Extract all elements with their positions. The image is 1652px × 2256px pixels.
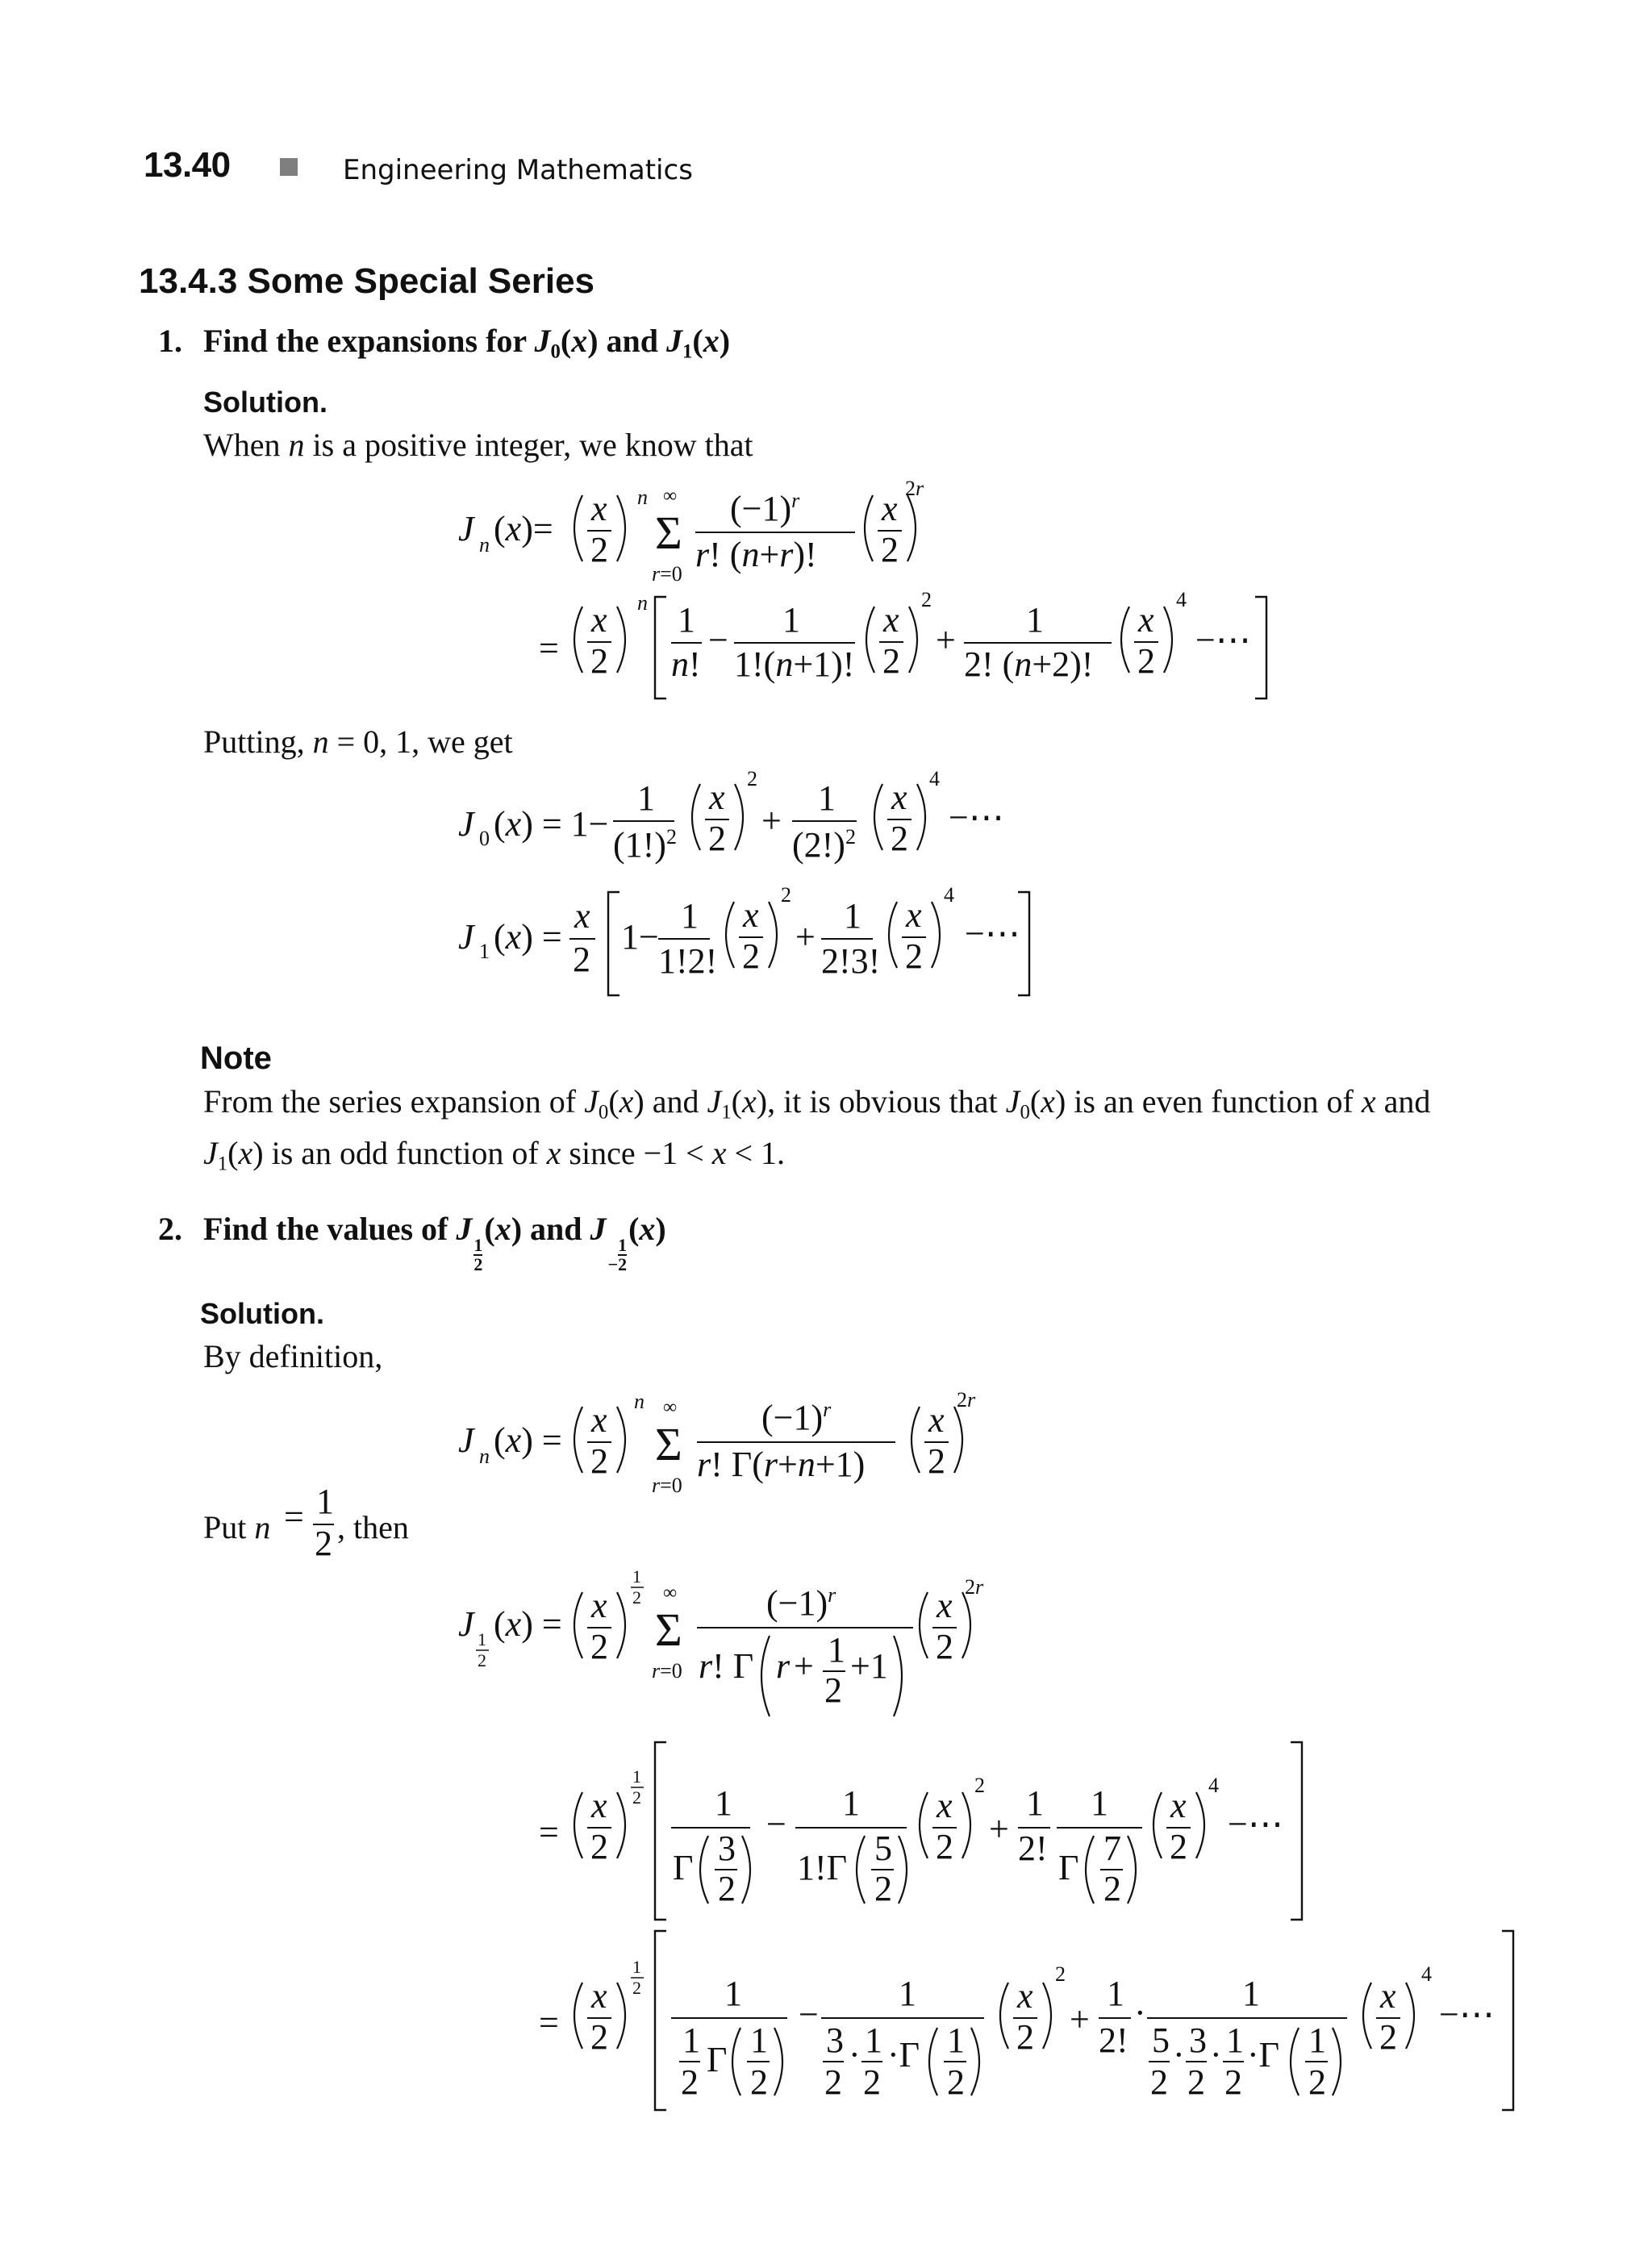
svg-text:2: 2 [632, 1787, 641, 1808]
svg-text:Σ: Σ [655, 1603, 682, 1656]
svg-text:x: x [1170, 1786, 1187, 1825]
svg-text:1: 1 [478, 1629, 486, 1649]
svg-text:2: 2 [742, 936, 760, 976]
section-heading: 13.4.3 Some Special Series [139, 261, 595, 301]
svg-text:+: + [761, 801, 782, 840]
equation-j1-expansion [458, 883, 1029, 995]
svg-text:=: = [539, 1812, 559, 1852]
problem-2-title: Find the values of J $\frac{1}{2}$ (x) and J− $\frac{1}{2}$ (x) [203, 1211, 666, 1274]
svg-text:x: x [891, 778, 907, 817]
svg-text:2: 2 [632, 1587, 641, 1608]
svg-text:−⋯: −⋯ [1195, 620, 1251, 660]
svg-text:2: 2 [1150, 2062, 1168, 2102]
svg-text:4: 4 [1176, 588, 1187, 611]
svg-text:2: 2 [863, 2062, 881, 2102]
svg-text:2: 2 [936, 1827, 953, 1866]
svg-text:2: 2 [590, 641, 608, 681]
book-title: Engineering Mathematics [343, 154, 693, 186]
svg-text:x: x [709, 778, 725, 817]
svg-text:1: 1 [1226, 2020, 1244, 2060]
svg-text:(x) =: (x) = [494, 1604, 562, 1644]
svg-text:1: 1 [1308, 2020, 1326, 2060]
svg-text:4: 4 [1208, 1774, 1219, 1797]
svg-text:x: x [574, 896, 590, 936]
svg-text:1: 1 [681, 896, 699, 936]
svg-text:2!3!: 2!3! [821, 941, 881, 981]
problem-2-then: , then [337, 1509, 409, 1545]
svg-text:2!: 2! [1018, 1829, 1048, 1868]
svg-text:2: 2 [1137, 641, 1155, 681]
problem-2-put-line [203, 1503, 270, 1552]
svg-text:2r: 2r [965, 1575, 984, 1599]
svg-text:·: · [1173, 2035, 1185, 2075]
svg-text:2! (n+2)!: 2! (n+2)! [964, 644, 1094, 684]
svg-text:2: 2 [1379, 2017, 1397, 2057]
svg-text:1: 1 [865, 2020, 882, 2060]
svg-text:x: x [591, 1586, 607, 1625]
equation-j0-expansion [458, 767, 1004, 865]
svg-text:1: 1 [678, 600, 695, 640]
svg-text:−: − [799, 1995, 819, 2034]
svg-text:2: 2 [573, 940, 590, 979]
svg-text:(−1)r: $(-1)^r$ [730, 489, 800, 528]
svg-text:1: 1 [479, 940, 490, 963]
svg-text:2r: 2r [957, 1388, 976, 1412]
svg-text:2: 2 [590, 1627, 608, 1666]
svg-text:x: x [1138, 600, 1154, 640]
svg-text:2: 2 [747, 767, 757, 790]
note-text-f: since −1 < [569, 1135, 704, 1171]
svg-text:2: 2 [590, 1827, 608, 1866]
svg-text:2: 2 [928, 1441, 945, 1481]
svg-text:x: x [882, 489, 898, 528]
svg-text:x: x [591, 1400, 607, 1440]
svg-text:Σ: Σ [655, 1418, 682, 1470]
svg-text:1: 1 [632, 1566, 641, 1587]
svg-text:2!: 2! [1099, 2020, 1128, 2060]
svg-text:+1: +1 [850, 1646, 888, 1686]
svg-text:2: 2 [718, 1869, 736, 1908]
svg-text:r=0: r=0 [652, 1659, 682, 1683]
svg-text:n: n [634, 1390, 645, 1413]
svg-text:2: 2 [750, 2062, 768, 2102]
svg-text:(2!)2: $(2!)^2$ [792, 825, 856, 865]
svg-text:1−: 1− [621, 917, 659, 957]
svg-text:(−1)r: $(-1)^r$ [766, 1583, 836, 1623]
note-var-x2: x [546, 1135, 561, 1171]
putting-var: n [312, 724, 329, 760]
equation-j-half-definition [458, 1566, 984, 1716]
svg-text:1: 1 [715, 1783, 732, 1823]
problem-2-intro: By definition, [203, 1338, 383, 1374]
svg-text:2: 2 [315, 1524, 332, 1563]
svg-text:2: 2 [590, 1441, 608, 1481]
svg-text:n: n [637, 486, 648, 509]
svg-text:x: x [591, 1786, 607, 1825]
svg-text:Σ: Σ [655, 507, 682, 559]
svg-text:x: x [1017, 1976, 1033, 2016]
svg-text:2: 2 [1055, 1962, 1066, 1986]
svg-text:Γ: Γ [1058, 1848, 1079, 1887]
problem-1-title-text: Find the expansions for [203, 323, 527, 359]
svg-text:2: 2 [478, 1650, 486, 1670]
svg-text:2: 2 [905, 936, 923, 976]
svg-text:n: n [479, 533, 490, 557]
svg-text:1: 1 [637, 778, 655, 818]
note-var-x3: x [711, 1135, 727, 1171]
svg-text:1: 1 [1026, 600, 1044, 640]
svg-text:1: 1 [818, 778, 836, 818]
svg-text:2: 2 [936, 1627, 953, 1666]
svg-text:∞: ∞ [663, 486, 678, 507]
svg-text:2: 2 [1224, 2062, 1242, 2102]
svg-text:2: 2 [874, 1869, 892, 1908]
svg-text:2: 2 [632, 1978, 641, 1998]
note-text-d: and [1383, 1083, 1431, 1120]
svg-text:+: + [989, 1809, 1009, 1849]
svg-text:x: x [1380, 1976, 1396, 2016]
svg-text:·: · [1134, 1993, 1146, 2033]
equation-jn-definition [458, 477, 924, 586]
svg-text:1: 1 [632, 1766, 641, 1787]
svg-text:2: 2 [881, 530, 899, 569]
svg-text:n!: n! [671, 644, 701, 684]
note-text-and: and [652, 1083, 699, 1120]
svg-text:1: 1 [750, 2020, 768, 2060]
svg-text:Γ: Γ [673, 1848, 694, 1887]
svg-text:1: 1 [632, 1957, 641, 1977]
svg-text:2: 2 [882, 641, 900, 681]
page-number: 13.40 [144, 145, 231, 185]
problem-1-putting [203, 718, 513, 766]
svg-text:(x)=: (x)= [494, 509, 553, 548]
problem-2-title-and: and [530, 1211, 582, 1247]
svg-text:3: 3 [826, 2020, 844, 2060]
svg-text:4: 4 [1421, 1962, 1432, 1986]
problem-1-solution-label: Solution. [203, 386, 327, 419]
svg-text:4: 4 [929, 767, 940, 790]
svg-text:x: x [591, 489, 607, 528]
svg-text:∞: ∞ [663, 1583, 678, 1603]
svg-text:1!(n+1)!: 1!(n+1)! [734, 644, 855, 684]
svg-text:3: 3 [718, 1829, 736, 1868]
svg-text:+: + [936, 620, 956, 660]
svg-text:0: 0 [479, 827, 490, 850]
svg-text:·: · [849, 2035, 861, 2075]
svg-text:1: 1 [844, 896, 861, 936]
svg-text:2: 2 [824, 2062, 842, 2102]
svg-text:2: 2 [947, 2062, 965, 2102]
svg-text:r=0: r=0 [652, 562, 682, 586]
svg-text:1!Γ: 1!Γ [797, 1848, 848, 1887]
svg-text:J: J [458, 804, 474, 844]
svg-text:x: x [743, 895, 759, 935]
note-text-b: , it is obvious that [767, 1083, 998, 1120]
svg-text:2: 2 [974, 1774, 985, 1797]
svg-text:x: x [591, 600, 607, 640]
svg-text:=: = [539, 628, 559, 668]
svg-text:r=0: r=0 [652, 1474, 682, 1497]
svg-text:x: x [591, 1976, 607, 2016]
svg-text:2: 2 [1187, 2062, 1205, 2102]
svg-text:J: J [458, 917, 474, 957]
note-var-x: x [1361, 1083, 1376, 1120]
svg-text:1: 1 [947, 2020, 965, 2060]
svg-text:x: x [883, 600, 899, 640]
svg-text:−⋯: −⋯ [1228, 1804, 1283, 1844]
svg-text:·Γ: ·Γ [887, 2035, 920, 2075]
note-line-2: $J_1(x)$ is an odd function of x since −1 < x < 1. [203, 1135, 786, 1175]
put-var: n [254, 1509, 271, 1545]
svg-text:2: 2 [590, 530, 608, 569]
intro-var: n [288, 427, 305, 463]
svg-text:(1!)2: $(1!)^2$ [613, 825, 677, 865]
putting-text-a: Putting, [203, 724, 305, 760]
svg-text:2: 2 [708, 819, 726, 858]
svg-text:J: J [458, 1604, 474, 1644]
intro-text-b: is a positive integer, we know that [312, 427, 753, 463]
svg-text:Γ: Γ [707, 2040, 728, 2079]
svg-text:2: 2 [921, 588, 932, 611]
svg-text:n: n [637, 591, 648, 615]
note-text-c: is an even function of [1074, 1083, 1354, 1120]
note-label: Note [200, 1040, 272, 1076]
svg-text:4: 4 [944, 883, 954, 907]
svg-text:+: + [794, 1646, 814, 1686]
svg-text:−: − [766, 1804, 786, 1844]
svg-text:r! (n+r)!: r! (n+r)! [695, 535, 817, 574]
problem-2-title-text: Find the values of [203, 1211, 448, 1247]
svg-text:·Γ: ·Γ [1247, 2035, 1280, 2075]
svg-text:+: + [795, 917, 816, 957]
svg-text:5: 5 [874, 1829, 892, 1868]
svg-text:n: n [479, 1445, 490, 1468]
svg-text:2: 2 [1103, 1869, 1121, 1908]
svg-text:J: J [458, 509, 474, 548]
svg-text:5: 5 [1152, 2020, 1170, 2060]
equation-j-half-expanded-2 [539, 1931, 1513, 2110]
note-text-a: From the series expansion of [203, 1083, 577, 1120]
svg-text:−: − [708, 620, 728, 660]
svg-text:1: 1 [1091, 1783, 1108, 1823]
svg-text:1: 1 [724, 1974, 742, 2013]
note-line-1: From the series expansion of $J_0(x)$ and $J_1(x)$, it is obvious that $J_0(x)$ is an even function of x and [203, 1083, 1431, 1124]
svg-text:3: 3 [1189, 2020, 1207, 2060]
svg-text:1!2!: 1!2! [658, 941, 718, 981]
svg-text:(x) = 1−: (x) = 1− [494, 804, 609, 844]
svg-text:1: 1 [782, 600, 800, 640]
svg-text:2: 2 [781, 883, 791, 907]
svg-text:1: 1 [828, 1630, 845, 1670]
svg-text:=: = [284, 1497, 304, 1537]
svg-text:1: 1 [1242, 1974, 1260, 2013]
svg-text:7: 7 [1103, 1829, 1121, 1868]
svg-text:r! Γ(r+n+1): r! Γ(r+n+1) [697, 1445, 866, 1484]
svg-text:2: 2 [1308, 2062, 1326, 2102]
svg-text:1: 1 [316, 1482, 334, 1521]
problem-2-number: 2. [158, 1211, 182, 1247]
svg-text:2: 2 [590, 2017, 608, 2057]
svg-text:r! Γ: r! Γ [699, 1646, 754, 1686]
problem-1-title-and: and [606, 323, 659, 359]
svg-text:J: J [458, 1420, 474, 1460]
svg-text:·: · [1210, 2035, 1222, 2075]
svg-text:(−1)r: $(-1)^r$ [761, 1398, 832, 1437]
svg-text:x: x [937, 1786, 953, 1825]
svg-text:1: 1 [1026, 1783, 1044, 1823]
note-text-e: is an odd function of [271, 1135, 539, 1171]
svg-text:1: 1 [1107, 1974, 1124, 2013]
putting-text-b: = 0, 1, we get [336, 724, 513, 760]
problem-1-number: 1. [158, 323, 182, 359]
problem-2-solution-label: Solution. [200, 1297, 324, 1330]
svg-text:2: 2 [824, 1670, 842, 1710]
svg-text:−⋯: −⋯ [949, 798, 1004, 837]
svg-text:2: 2 [891, 819, 908, 858]
svg-text:1: 1 [682, 2020, 700, 2060]
svg-text:1: 1 [899, 1974, 916, 2013]
svg-text:2r: 2r [905, 477, 924, 500]
equation-jn-expanded [539, 588, 1266, 698]
svg-text:2: 2 [1016, 2017, 1034, 2057]
put-text: Put [203, 1509, 247, 1545]
svg-text:=: = [539, 2003, 559, 2042]
note-text-g: < 1. [734, 1135, 786, 1171]
equation-j-half-expanded-1 [539, 1742, 1302, 1920]
svg-text:−⋯: −⋯ [1439, 1995, 1495, 2034]
svg-text:r: r [776, 1646, 791, 1686]
svg-text:2: 2 [681, 2062, 699, 2102]
equation-jn-gamma-definition [458, 1388, 976, 1497]
svg-text:1: 1 [842, 1783, 860, 1823]
svg-text:(x) =: (x) = [494, 917, 562, 957]
svg-text:∞: ∞ [663, 1397, 678, 1418]
svg-text:+: + [1070, 2000, 1090, 2039]
svg-text:2: 2 [1170, 1827, 1187, 1866]
equation-n-half [284, 1482, 334, 1563]
svg-text:x: x [906, 895, 922, 935]
svg-text:(x) =: (x) = [494, 1420, 562, 1460]
svg-text:x: x [928, 1400, 945, 1440]
svg-text:−⋯: −⋯ [965, 914, 1020, 953]
svg-text:x: x [937, 1586, 953, 1625]
problem-1-title: Find the expansions for $J_0(x)$ and $J_1(x)$ [203, 323, 731, 363]
intro-text-a: When [203, 427, 281, 463]
